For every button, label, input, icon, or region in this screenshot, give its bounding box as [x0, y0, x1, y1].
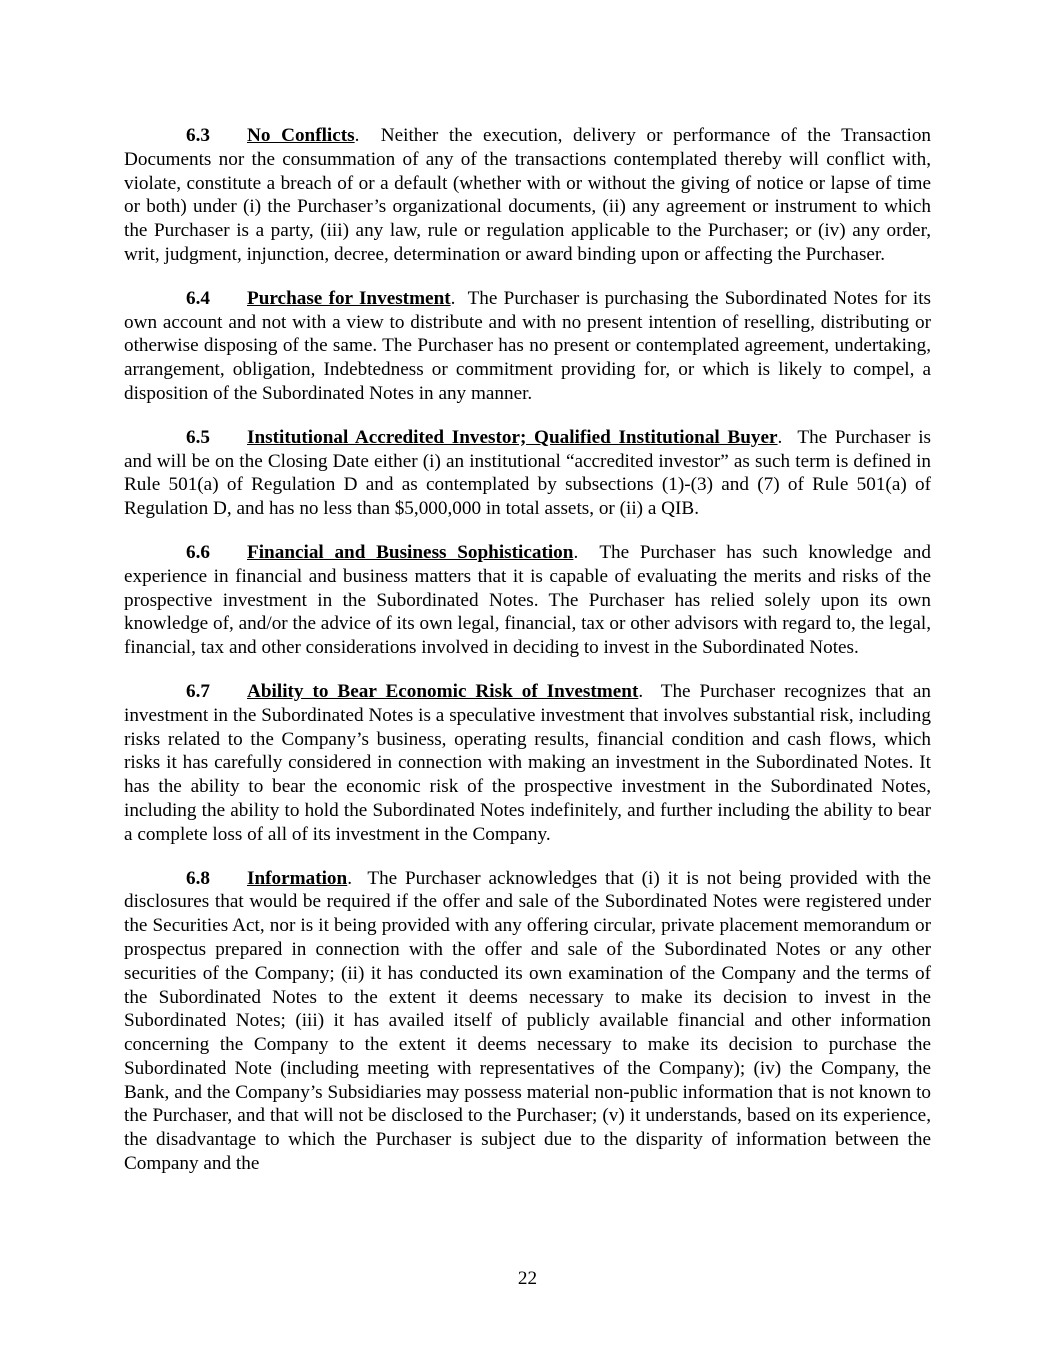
section-heading: No Conflicts	[247, 125, 355, 146]
page-number: 22	[517, 1268, 538, 1289]
section-number: 6.4	[186, 287, 210, 309]
section-6-3: 6.3 No Conflicts. Neither the execution, delivery or performance of the Transaction Documents nor the consummation of any of the transactions contemplated thereby will conflict with, violate, constitute a breach of or a default (whether with or without the giving of notice or lapse of time or both) under (i) the Purchaser’s organizational documents, (ii) any agreement or instrument to which the Purchaser is a party, (iii) any law, rule or regulation applicable to the Purchaser; or (iv) any order, writ, judgment, injunction, decree, determination or award binding upon or affecting the Purchaser.	[124, 125, 932, 265]
section-6-6: 6.6 Financial and Business Sophistication. The Purchaser has such knowledge and experience in financial and business matters that it is capable of evaluating the merits and risks of the prospective investment in the Subordinated Notes. The Purchaser has relied solely upon its own knowledge of, and/or the advice of its own legal, financial, tax or other advisors with regard to, the legal, financial, tax and other considerations involved in deciding to invest in the Subordinated Notes.	[124, 541, 931, 659]
section-heading: Ability to Bear Economic Risk of Investment	[247, 680, 639, 702]
section-6-7: 6.7 Ability to Bear Economic Risk of Investment. The Purchaser recognizes that an investment in the Subordinated Notes is a speculative investment that involves substantial risk, including risks related to the Company’s business, operating results, financial condition and cash flows, which risks it has carefully considered in connection with making an investment in the Subordinated Notes. It has the ability to bear the economic risk of the prospective investment in the Subordinated Notes, including the ability to hold the Subordinated Notes indefinitely, and further including the ability to bear a complete loss of all of its investment in the Company.	[124, 680, 931, 845]
section-6-4: 6.4 Purchase for Investment. The Purchaser is purchasing the Subordinated Notes for its own account and not with a view to distribute and with no present intention of reselling, distributing or otherwise disposing of the same. The Purchaser has no present or contemplated agreement, undertaking, arrangement, obligation, Indebtedness or commitment providing for, or which is likely to compel, a disposition of the Subordinated Notes in any manner.	[124, 287, 932, 404]
section-body: The Purchaser has such knowledge and experience in financial and business matters that it is capable of evaluating the merits and risks of the prospective investment in the Subordinated Notes. The Purchaser has relied solely upon its own knowledge of, and/or the advice of its own legal, financial, tax or other advisors with regard to, the legal, financial, tax and other considerations involved in deciding to invest in the Subordinated Notes.	[124, 541, 931, 659]
section-heading: Institutional Accredited Investor; Qualified Institutional Buyer	[247, 426, 778, 448]
section-number: 6.8	[186, 867, 210, 889]
section-body: The Purchaser is and will be on the Closing Date either (i) an institutional “accredited investor” as such term is defined in Rule 501(a) of Regulation D and as contemplated by subsections (1)-(3) and (7) of Rule 501(a) of Regulation D, and has no less than $5,000,000 in total assets, or (ii) a QIB.	[124, 426, 931, 520]
document-body	[124, 124, 931, 1196]
section-body: Neither the execution, delivery or performance of the Transaction Documents nor the consummation of any of the transactions contemplated thereby will conflict with, violate, constitute a breach of or a default (whether with or without the giving of notice or lapse of time or both) under (i) the Purchaser’s organizational documents, (ii) any agreement or instrument to which the Purchaser is a party, (iii) any law, rule or regulation applicable to the Purchaser; or (iv) any order, writ, judgment, injunction, decree, determination or award binding upon or affecting the Purchaser.	[124, 125, 932, 265]
section-body: The Purchaser is purchasing the Subordinated Notes for its own account and not with a view to distribute and with no present intention of reselling, distributing or otherwise disposing of the same. The Purchaser has no present or contemplated agreement, undertaking, arrangement, obligation, Indebtedness or commitment providing for, or which is likely to compel, a disposition of the Subordinated Notes in any manner.	[124, 287, 932, 404]
section-body: The Purchaser recognizes that an investment in the Subordinated Notes is a speculative investment that involves substantial risk, including risks related to the Company’s business, operating results, financial condition and cash flows, which risks it has carefully considered in connection with making an investment in the Subordinated Notes. It has the ability to bear the economic risk of the prospective investment in the Subordinated Notes, including the ability to hold the Subordinated Notes indefinitely, and further including the ability to bear a complete loss of all of its investment in the Company.	[124, 680, 931, 845]
section-6-5: 6.5 Institutional Accredited Investor; Qualified Institutional Buyer. The Purchaser is and will be on the Closing Date either (i) an institutional “accredited investor” as such term is defined in Rule 501(a) of Regulation D and as contemplated by subsections (1)-(3) and (7) of Rule 501(a) of Regulation D, and has no less than $5,000,000 in total assets, or (ii) a QIB.	[124, 426, 931, 520]
section-number: 6.6	[186, 541, 210, 563]
section-body: The Purchaser acknowledges that (i) it is not being provided with the disclosures that would be required if the offer and sale of the Subordinated Notes were registered under the Securities Act, nor is it being provided with any offering circular, private placement memorandum or prospectus prepared in connection with the offer and sale of the Subordinated Notes or any other securities of the Company; (ii) it has conducted its own examination of the Company and the terms of the Subordinated Notes to the extent it deems necessary to make its decision to invest in the Subordinated Notes; (iii) it has availed itself of publicly available financial and other information concerning the Company to the extent it deems necessary to make its decision to purchase the Subordinated Note (including meeting with representatives of the Company); (iv) the Company, the Bank, and the Company’s Subsidiaries may possess material non-public information that is not known to the Purchaser, and that will not be disclosed to the Purchaser; (v) it understands, based on its experience, the disadvantage to which the Purchaser is subject due to the disparity of information between the Company and the	[124, 867, 932, 1175]
section-number: 6.5	[186, 426, 210, 448]
section-heading: Purchase for Investment	[247, 287, 451, 309]
section-heading: Information	[247, 867, 348, 889]
section-number: 6.3	[186, 125, 210, 146]
section-number: 6.7	[186, 680, 210, 702]
section-heading: Financial and Business Sophistication	[247, 541, 574, 563]
section-6-8: 6.8 Information. The Purchaser acknowledges that (i) it is not being provided with the disclosures that would be required if the offer and sale of the Subordinated Notes were registered under the Securities Act, nor is it being provided with any offering circular, private placement memorandum or prospectus prepared in connection with the offer and sale of the Subordinated Notes or any other securities of the Company; (ii) it has conducted its own examination of the Company and the terms of the Subordinated Notes to the extent it deems necessary to make its decision to invest in the Subordinated Notes; (iii) it has availed itself of publicly available financial and other information concerning the Company to the extent it deems necessary to make its decision to purchase the Subordinated Note (including meeting with representatives of the Company); (iv) the Company, the Bank, and the Company’s Subsidiaries may possess material non-public information that is not known to the Purchaser, and that will not be disclosed to the Purchaser; (v) it understands, based on its experience, the disadvantage to which the Purchaser is subject due to the disparity of information between the Company and the	[124, 867, 932, 1175]
